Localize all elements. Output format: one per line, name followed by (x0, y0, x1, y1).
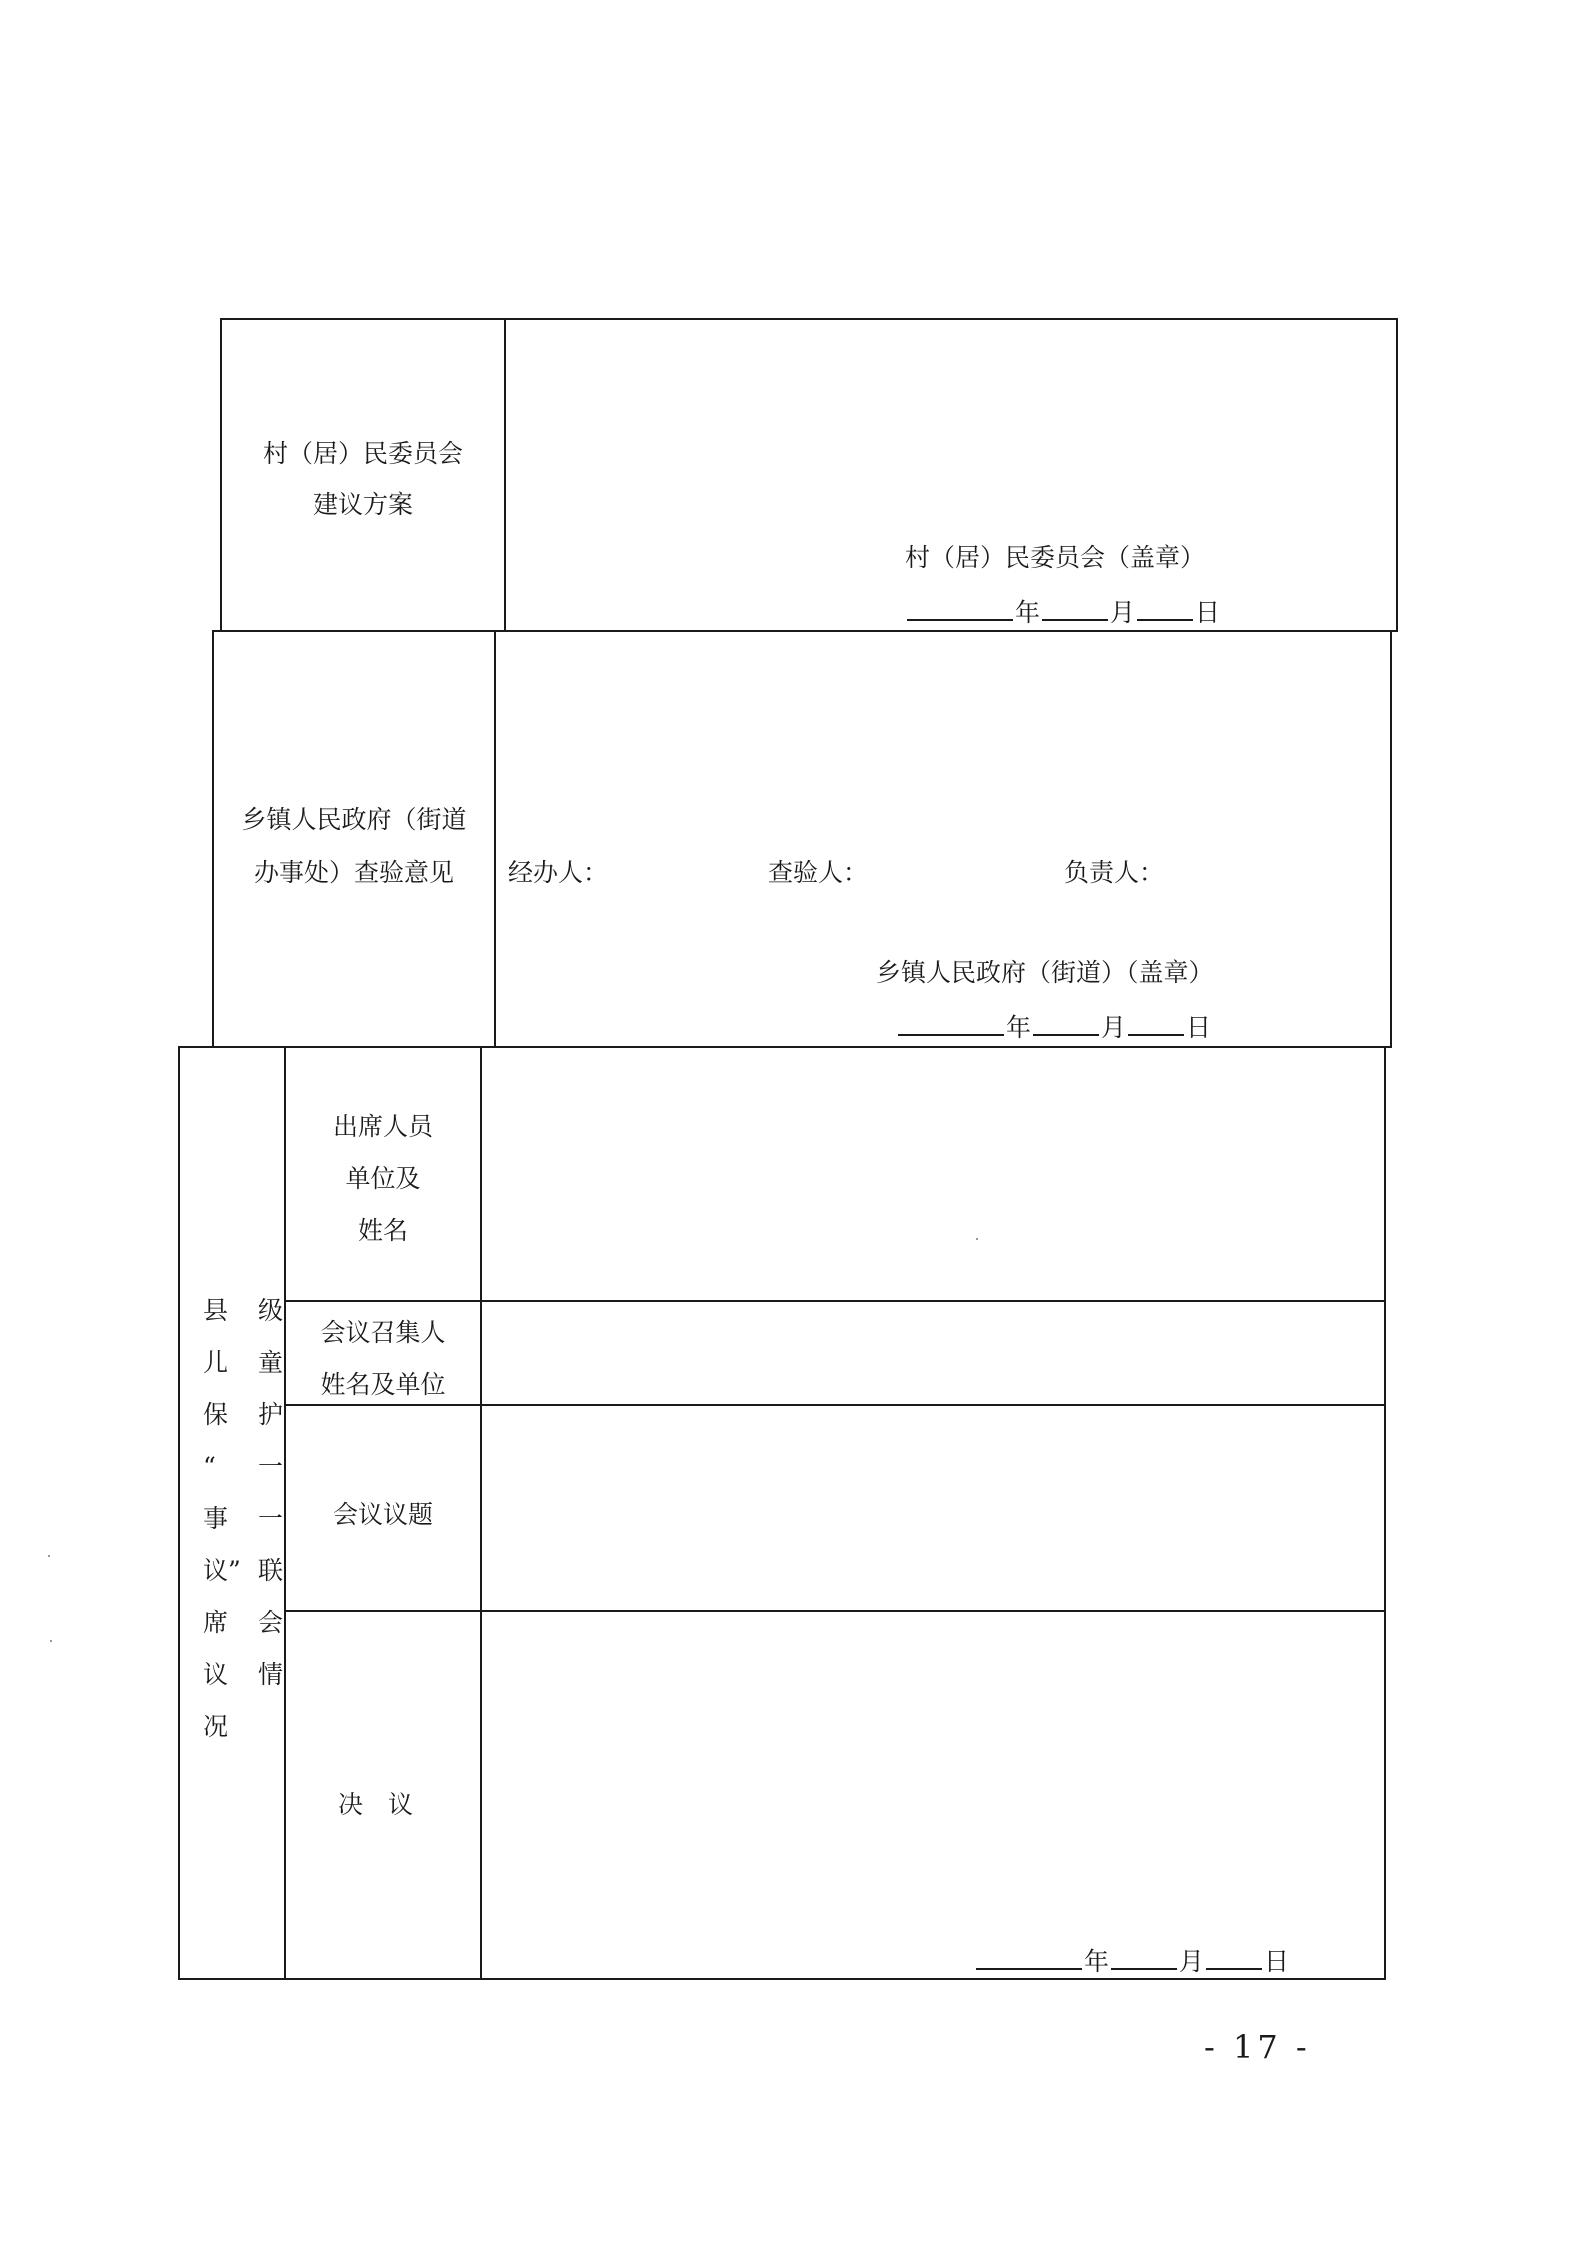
attendees-label-line3: 姓名 (357, 1216, 408, 1245)
side-char: 情 (258, 1660, 284, 1689)
subrow-divider-3 (284, 1610, 1386, 1612)
township-month-blank[interactable] (1033, 1012, 1099, 1036)
village-month-blank[interactable] (1042, 597, 1108, 621)
township-year-blank[interactable] (898, 1012, 1004, 1036)
township-label-line1: 乡镇人民政府（街道 (241, 805, 467, 834)
inspector-label: 查验人： (768, 858, 869, 887)
label-col-divider-1 (504, 318, 506, 632)
side-char: 一 (258, 1504, 284, 1533)
side-char: 级 (258, 1296, 284, 1325)
village-day-label: 日 (1195, 598, 1221, 627)
subrow-divider-2 (284, 1404, 1386, 1406)
township-year-label: 年 (1006, 1013, 1032, 1042)
table-border-bottom (178, 1978, 1386, 1980)
side-char: 童 (258, 1348, 284, 1377)
table-border-left-3 (178, 1046, 180, 1980)
township-day-label: 日 (1186, 1013, 1212, 1042)
side-char: 保 (203, 1400, 229, 1429)
side-char: 一 (258, 1452, 284, 1481)
table-border-right-1 (1396, 318, 1398, 632)
side-char: 会 (258, 1608, 284, 1637)
attendees-label-line2: 单位及 (345, 1164, 421, 1193)
responsible-label: 负责人： (1064, 858, 1165, 887)
side-char: 护 (258, 1400, 284, 1429)
row-divider-2 (178, 1046, 1392, 1048)
township-seal-text: 乡镇人民政府（街道）（盖章） (876, 958, 1214, 987)
side-char: 席 (203, 1608, 229, 1637)
side-char: 联 (258, 1556, 284, 1585)
village-seal-text: 村（居）民委员会（盖章） (905, 543, 1206, 572)
township-day-blank[interactable] (1128, 1012, 1184, 1036)
side-char: 况 (203, 1712, 229, 1741)
village-year-blank[interactable] (907, 597, 1013, 621)
convener-label-line1: 会议召集人 (320, 1318, 446, 1347)
township-date (896, 1012, 1211, 1040)
side-char: 县 (203, 1296, 229, 1325)
page-number: - 17 - (1204, 2028, 1311, 2066)
village-label-line2: 建议方案 (312, 490, 413, 519)
row-divider-1 (212, 630, 1398, 632)
side-char: 议” (203, 1556, 241, 1585)
township-month-label: 月 (1101, 1013, 1127, 1042)
meeting-year-blank[interactable] (976, 1946, 1082, 1970)
side-char: 事 (203, 1504, 229, 1533)
table-border-right-3 (1384, 1046, 1386, 1980)
meeting-date (974, 1946, 1289, 1974)
scan-speck (50, 1640, 52, 1642)
meeting-day-label: 日 (1264, 1947, 1290, 1976)
meeting-day-blank[interactable] (1206, 1946, 1262, 1970)
meeting-month-blank[interactable] (1111, 1946, 1177, 1970)
table-border-left-2 (212, 630, 214, 1048)
village-year-label: 年 (1015, 598, 1041, 627)
subrow-divider-1 (284, 1300, 1386, 1302)
village-day-blank[interactable] (1137, 597, 1193, 621)
convener-label-line2: 姓名及单位 (320, 1370, 446, 1399)
side-char: 议 (203, 1660, 229, 1689)
table-border-right-2 (1390, 630, 1392, 1048)
township-label-line2: 办事处）查验意见 (253, 858, 454, 887)
handler-label: 经办人： (508, 858, 609, 887)
side-char: “ (203, 1452, 216, 1481)
side-char: 儿 (203, 1348, 229, 1377)
attendees-label-line1: 出席人员 (332, 1112, 433, 1141)
village-month-label: 月 (1110, 598, 1136, 627)
scan-speck (976, 1238, 978, 1240)
label-col-divider-2 (494, 630, 496, 1048)
table-border-top (220, 318, 1398, 320)
resolution-label: 决 议 (338, 1790, 414, 1819)
topic-label: 会议议题 (332, 1500, 433, 1529)
village-date (905, 597, 1220, 625)
meeting-year-label: 年 (1084, 1947, 1110, 1976)
table-border-left-1 (220, 318, 222, 632)
label-col-divider-3 (480, 1046, 482, 1980)
scan-speck (48, 1555, 50, 1557)
meeting-month-label: 月 (1179, 1947, 1205, 1976)
village-label-line1: 村（居）民委员会 (262, 439, 463, 468)
